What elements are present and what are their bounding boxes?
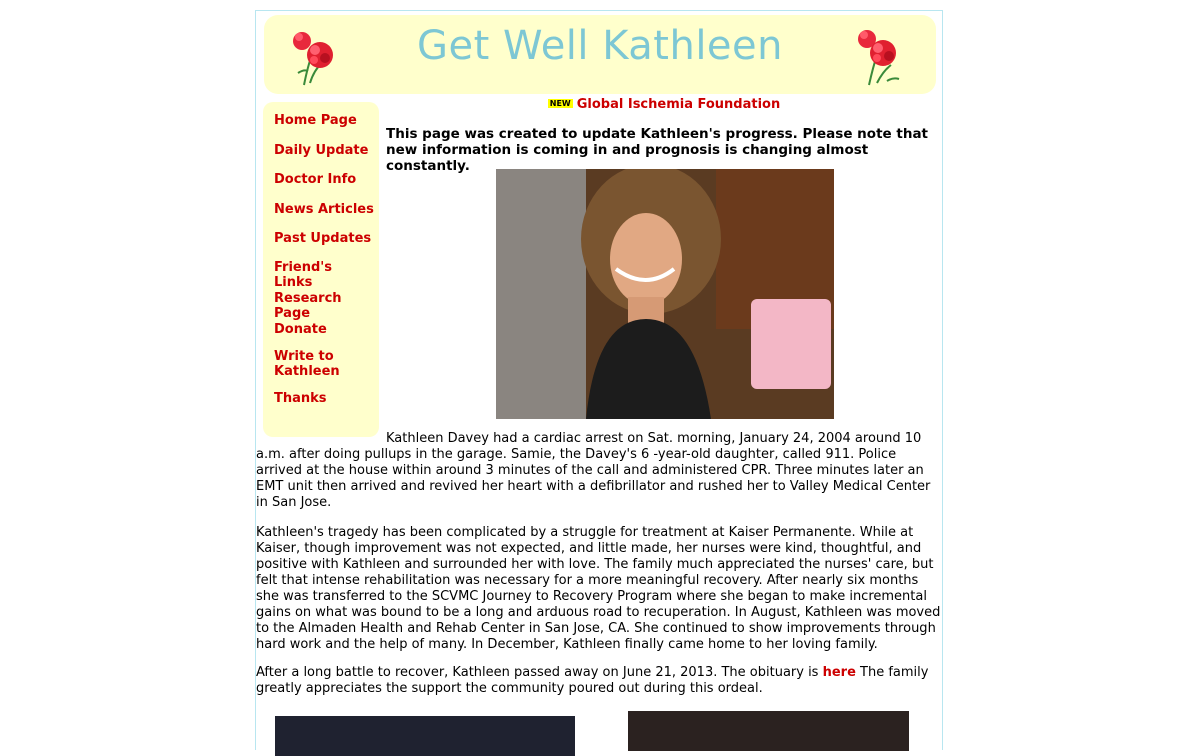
nav-friends-links[interactable]: Friend's Links xyxy=(274,260,333,290)
story-paragraph-3-end: The family greatly appreciates the support the community poured out during this ordeal. xyxy=(256,665,929,696)
photo-bottom-right xyxy=(628,711,909,751)
nav-donate[interactable]: Donate xyxy=(274,322,327,337)
foundation-link-row xyxy=(386,97,942,112)
page-container xyxy=(255,10,943,750)
nav-write-to-kathleen[interactable]: Write to Kathleen xyxy=(274,349,340,379)
nav-research-page[interactable]: Research Page xyxy=(274,291,342,321)
intro-notice: This page was created to update Kathleen's progress. Please note that new information is coming in and prognosis is changing almost constantly. xyxy=(386,126,929,174)
nav-past-updates[interactable]: Past Updates xyxy=(274,231,372,246)
kathleen-photo xyxy=(496,169,834,419)
photo-bottom-left xyxy=(275,716,575,756)
nav-home-page[interactable]: Home Page xyxy=(274,113,357,128)
nav-news-articles[interactable]: News Articles xyxy=(274,202,374,217)
story-paragraph-1-text: Kathleen Davey had a cardiac arrest on Sat. morning, January 24, 2004 around 10 a.m. after doing pullups in the garage. Samie, the Davey's 6 -year-old daughter, called 911. Police arrived at the house within around 3 minutes of the call and administered CPR. Three minutes later an EMT unit then arrived and revived her heart with a defibrillator and rushed her to Valley Medical Center in San Jose. xyxy=(256,431,931,510)
page-title: Get Well Kathleen xyxy=(416,23,784,69)
banner xyxy=(264,15,936,94)
global-ischemia-foundation-link[interactable]: Global Ischemia Foundation xyxy=(576,97,781,112)
sidebar-nav xyxy=(263,102,379,437)
portrait-image xyxy=(496,169,834,419)
new-badge: NEW xyxy=(549,99,571,108)
nav-thanks[interactable]: Thanks xyxy=(274,391,327,406)
nav-doctor-info[interactable]: Doctor Info xyxy=(274,172,357,187)
story-paragraph-3 xyxy=(256,665,942,697)
carnation-right-icon xyxy=(847,25,907,87)
nav-daily-update[interactable]: Daily Update xyxy=(274,143,369,158)
story-paragraph-1 xyxy=(256,431,942,511)
story-paragraph-3-start: After a long battle to recover, Kathleen passed away on June 21, 2013. The obituary is xyxy=(256,665,823,680)
obituary-link[interactable]: here xyxy=(822,665,856,680)
story-paragraph-2: Kathleen's tragedy has been complicated by a struggle for treatment at Kaiser Permanente. While at Kaiser, though improvement was not expected, and little made, her nurses were kind, thoughtful, and positive with Kathleen and surrounded her with love. The family much appreciated the nurses' care, but felt that intense rehabilitation was necessary for a more meaningful recovery. After nearly six months she was transferred to the SCVMC Journey to Recovery Program where she began to make incremental gains on what was bound to be a long and arduous road to recuperation. In August, Kathleen was moved to the Almaden Health and Rehab Center in San Jose, CA. She continued to show improvements through hard work and the help of many. In December, Kathleen finally came home to her loving family. xyxy=(256,525,941,652)
